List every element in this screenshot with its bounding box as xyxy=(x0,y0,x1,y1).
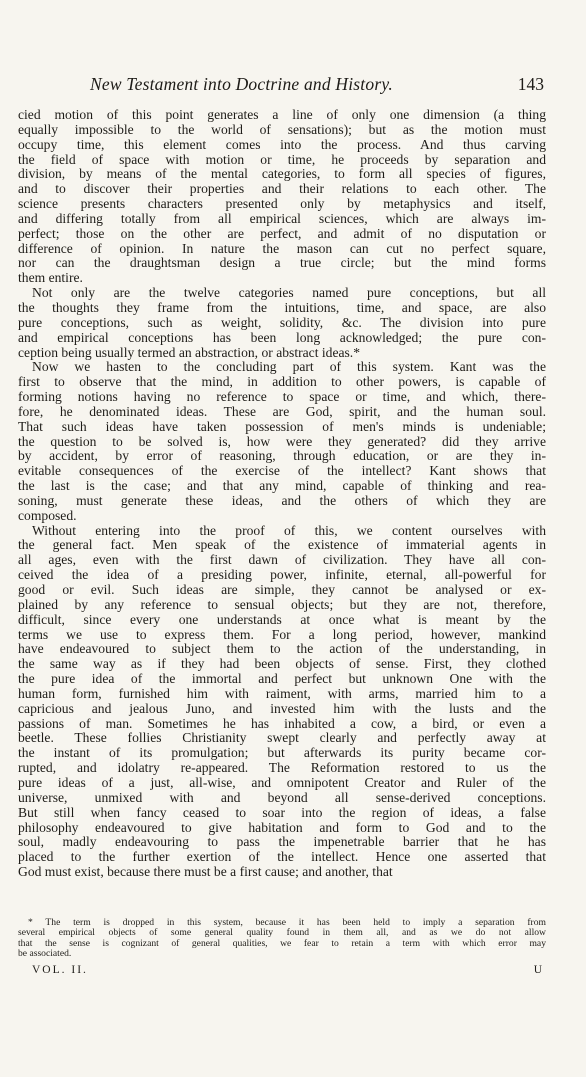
text-line: and empirical conceptions has been long acknowledged; the pure con- xyxy=(18,329,546,345)
footnote-line: that the sense is cognizant of general qualities, we fear to retain a term with which error may xyxy=(18,937,546,949)
text-line: the instant of its promulgation; but afterwards its purity became cor- xyxy=(18,745,546,761)
body-text xyxy=(18,108,546,880)
text-line: Now we hasten to the concluding part of this system. Kant was the xyxy=(32,359,546,375)
text-line: the same way as if they had been objects of sense. First, they clothed xyxy=(18,656,546,672)
text-line: fore, he denominated ideas. These are God, spirit, and the human soul. xyxy=(18,403,546,419)
text-line: the field of space with motion or time, he proceeds by separation and xyxy=(18,151,546,167)
text-line: terms we use to express them. For a long period, however, mankind xyxy=(18,626,546,642)
text-line: pure conceptions, such as weight, solidity, &c. The division into pure xyxy=(18,314,546,330)
text-line: passions of man. Sometimes he has inhabited a cow, a bird, or even a xyxy=(18,715,546,731)
text-line: evitable consequences of the exercise of the intellect? Kant shows that xyxy=(18,463,546,479)
text-line: But still when fancy ceased to soar into the region of ideas, a false xyxy=(18,804,546,820)
text-line: beetle. These follies Christianity swept clearly and perfectly away at xyxy=(18,730,546,746)
text-line: rupted, and idolatry re-appeared. The Reformation restored to us the xyxy=(18,760,546,776)
text-line: by accident, by error of reasoning, through education, or are they in- xyxy=(18,448,546,464)
text-line: soning, must generate these ideas, and the others of which they are xyxy=(18,492,546,508)
footnote-line: be associated. xyxy=(18,948,72,960)
text-line: perfect; those on the other are perfect, and admit of no disputation or xyxy=(18,225,546,241)
text-line: plained by any reference to sensual objects; but they are not, therefore, xyxy=(18,596,546,612)
text-line: Without entering into the proof of this, we content ourselves with xyxy=(32,522,546,538)
text-line: placed to the further exertion of the intellect. Hence one asserted that xyxy=(18,849,546,865)
text-line: ceived the idea of a presiding power, infinite, eternal, all-powerful for xyxy=(18,567,546,583)
signature-line xyxy=(18,964,546,980)
text-line: the pure idea of the immortal and perfect but unknown One with the xyxy=(18,671,546,687)
text-line: and to discover their properties and their relations to each other. The xyxy=(18,181,546,197)
text-line: soul, madly endeavouring to pass the impenetrable barrier that he has xyxy=(18,834,546,850)
text-line: difficult, since every one understands at once what is meant by the xyxy=(18,611,546,627)
text-line: all ages, even with the first dawn of civilization. They have all con- xyxy=(18,552,546,568)
signature-mark: U xyxy=(533,964,542,976)
text-line: have endeavoured to subject them to the action of the understanding, in xyxy=(18,641,546,657)
text-line: universe, unmixed with and beyond all sense-derived conceptions. xyxy=(18,789,546,805)
footnote xyxy=(18,918,546,960)
text-line: difference of opinion. In nature the mason can cut no perfect square, xyxy=(18,240,546,256)
running-title: New Testament into Doctrine and History. xyxy=(90,74,393,94)
text-line: God must exist, because there must be a first cause; and another, that xyxy=(18,864,393,880)
text-line: pure ideas of a just, all-wise, and omnipotent Creator and Ruler of the xyxy=(18,774,546,790)
text-line: the last is the case; and that any mind, capable of thinking and rea- xyxy=(18,478,546,494)
text-line: composed. xyxy=(18,507,77,523)
text-line: That such ideas have taken possession of men's minds is undeniable; xyxy=(18,418,546,434)
text-line: occupy time, this element comes into the process. And thus carving xyxy=(18,136,546,152)
text-line: science presents characters presented only by metaphysics and itself, xyxy=(18,196,546,212)
text-line: capricious and jealous Juno, and invested him with the lusts and the xyxy=(18,700,546,716)
text-line: nor can the draughtsman design a true circle; but the mind forms xyxy=(18,255,546,271)
text-line: them entire. xyxy=(18,270,83,286)
text-line: forming notions having no reference to space or time, and which, there- xyxy=(18,389,546,405)
running-head xyxy=(18,74,546,96)
text-line: the general fact. Men speak of the existence of immaterial agents in xyxy=(18,537,546,553)
page-number: 143 xyxy=(517,74,544,94)
text-line: equally impossible to the world of sensations); but as the motion must xyxy=(18,121,546,137)
text-line: the question to be solved is, how were they generated? did they arrive xyxy=(18,433,546,449)
text-line: division, by means of the mental categories, to form all species of figures, xyxy=(18,166,546,182)
text-line: human form, furnished him with raiment, with arms, married him to a xyxy=(18,685,546,701)
text-line: first to observe that the mind, in addition to other powers, is capable of xyxy=(18,374,546,390)
text-line: good or evil. Such ideas are simple, they cannot be analysed or ex- xyxy=(18,582,546,597)
text-line: the thoughts they frame from the intuitions, time, and space, are also xyxy=(18,299,546,315)
footnote-line: * The term is dropped in this system, because it has been held to imply a separation from xyxy=(28,917,546,928)
text-line: ception being usually termed an abstraction, or abstract ideas.* xyxy=(18,344,360,360)
text-line: philosophy endeavoured to give habitation and form to God and to the xyxy=(18,819,546,835)
volume-mark: VOL. II. xyxy=(32,964,88,976)
footnote-line: several empirical objects of some general quality found in them all, and as we do not allow xyxy=(18,927,546,939)
text-line: Not only are the twelve categories named pure conceptions, but all xyxy=(32,285,546,301)
text-line: and differing totally from all empirical sciences, which are always im- xyxy=(18,210,546,226)
text-line: cied motion of this point generates a line of only one dimension (a thing xyxy=(18,107,546,122)
